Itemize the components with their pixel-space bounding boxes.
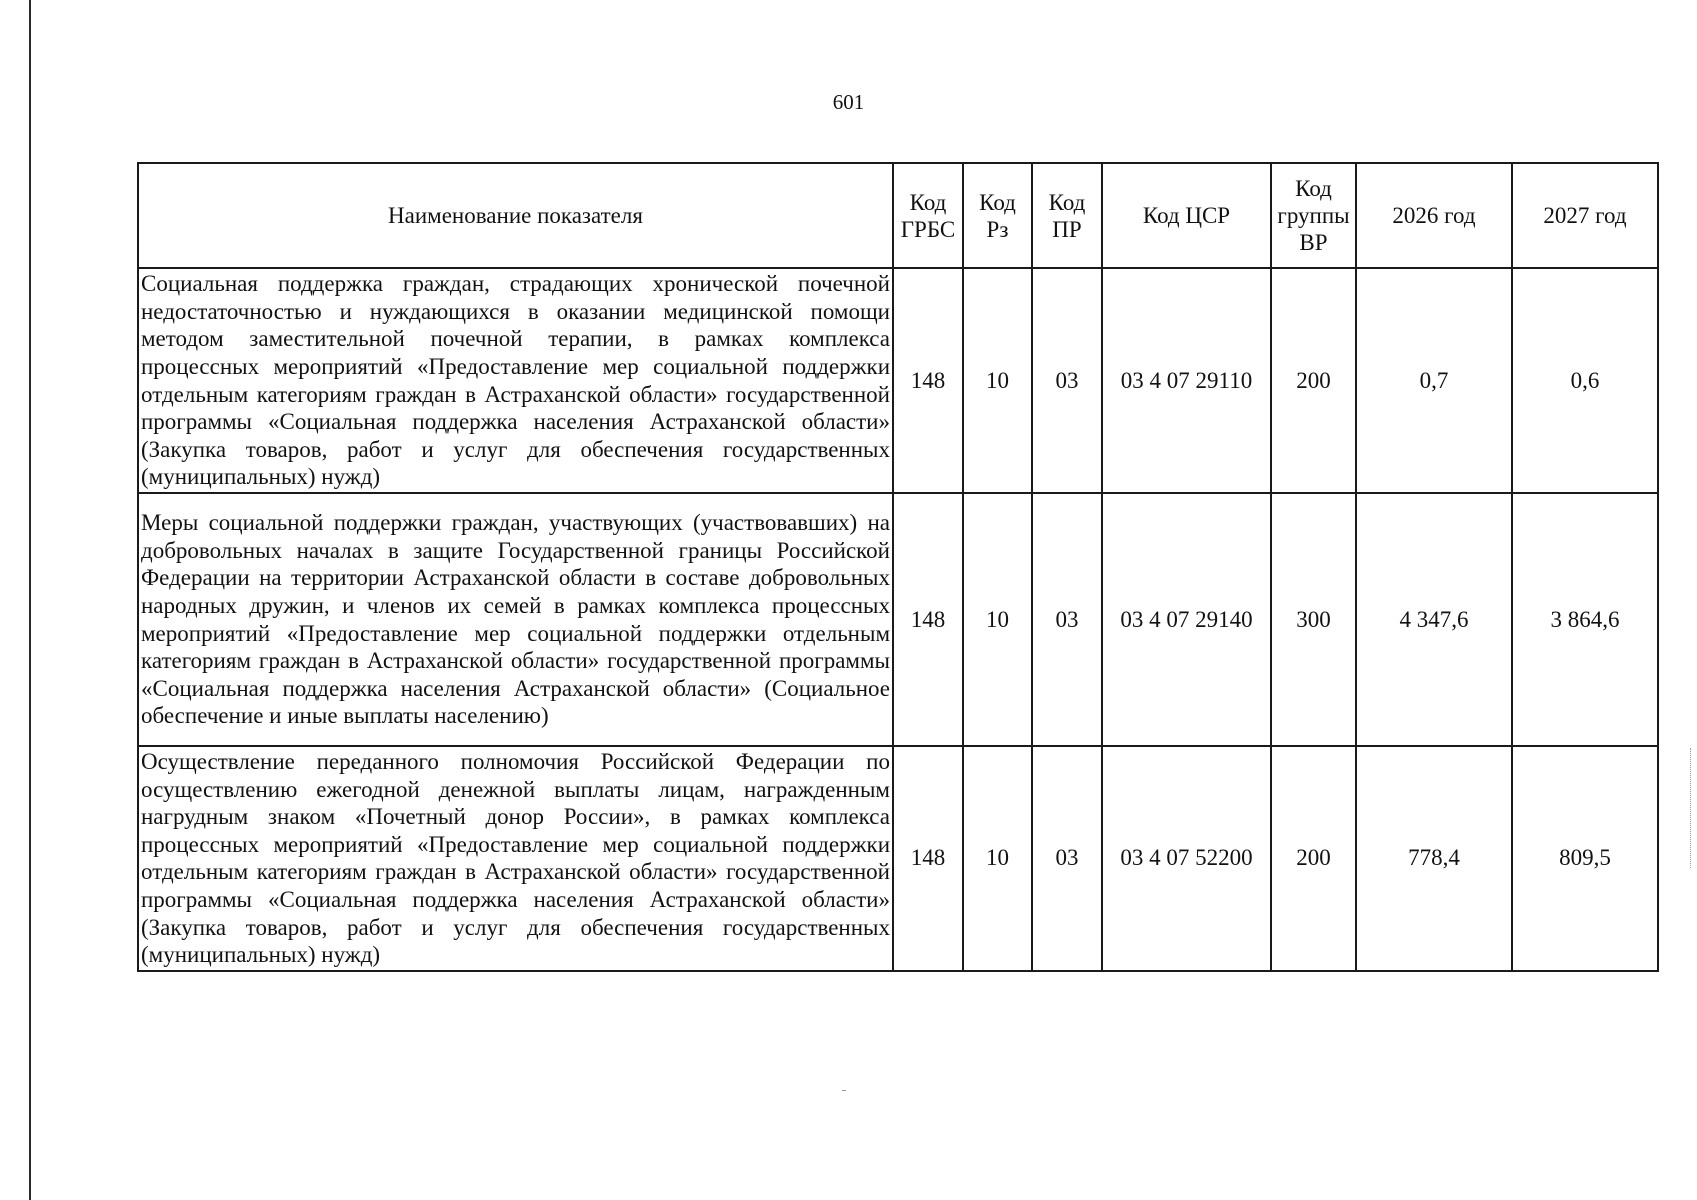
row-pr: 03 (1032, 493, 1102, 746)
header-rz: Код Рз (963, 163, 1032, 268)
row-rz: 10 (963, 493, 1032, 746)
row-grbs: 148 (893, 493, 963, 746)
row-2026: 778,4 (1356, 746, 1512, 971)
row-rz: 10 (963, 746, 1032, 971)
header-csr: Код ЦСР (1102, 163, 1271, 268)
row-2026: 0,7 (1356, 268, 1512, 493)
row-csr: 03 4 07 29110 (1102, 268, 1271, 493)
budget-table (137, 162, 1659, 972)
row-csr: 03 4 07 52200 (1102, 746, 1271, 971)
row-2027: 3 864,6 (1512, 493, 1658, 746)
table-row (138, 268, 1658, 493)
row-vr: 300 (1271, 493, 1356, 746)
row-name: Осуществление переданного полномочия Российской Федерации по осуществлению ежегодной денежной выплаты лицам, награжденным нагрудным знаком «Почетный донор России», в рамках комплекса процессных мероприятий «Предоставление мер социальной поддержки отдельным категориям граждан в Астраханской области» государственной программы «Социальная поддержка населения Астраханской области» (Закупка товаров, работ и услуг для обеспечения государственных (муниципальных) нужд) (138, 746, 893, 971)
header-name: Наименование показателя (138, 163, 893, 268)
header-2026: 2026 год (1356, 163, 1512, 268)
row-2027: 809,5 (1512, 746, 1658, 971)
row-vr: 200 (1271, 746, 1356, 971)
page-number: 601 (832, 90, 865, 114)
row-grbs: 148 (893, 268, 963, 493)
header-pr: Код ПР (1032, 163, 1102, 268)
table-header-row (138, 163, 1658, 268)
header-vr: Код группы ВР (1271, 163, 1356, 268)
row-csr: 03 4 07 29140 (1102, 493, 1271, 746)
row-grbs: 148 (893, 746, 963, 971)
scan-artifact-dot (842, 1090, 846, 1091)
table-row (138, 493, 1658, 746)
row-pr: 03 (1032, 268, 1102, 493)
row-vr: 200 (1271, 268, 1356, 493)
header-grbs: Код ГРБС (893, 163, 963, 268)
row-name: Меры социальной поддержки граждан, участвующих (участвовавших) на добровольных началах в защите Государственной границы Российской Федерации на территории Астраханской области в составе добровольных народных дружин, и членов их семей в рамках комплекса процессных мероприятий «Предоставление мер социальной поддержки отдельным категориям граждан в Астраханской области» государственной программы «Социальная поддержка населения Астраханской области» (Социальное обеспечение и иные выплаты населению) (138, 493, 893, 746)
row-2027: 0,6 (1512, 268, 1658, 493)
row-2026: 4 347,6 (1356, 493, 1512, 746)
header-2027: 2027 год (1512, 163, 1658, 268)
row-rz: 10 (963, 268, 1032, 493)
row-name: Социальная поддержка граждан, страдающих хронической почечной недостаточностью и нуждающихся в оказании медицинской помощи методом заместительной почечной терапии, в рамках комплекса процессных мероприятий «Предоставление мер социальной поддержки отдельным категориям граждан в Астраханской области» государственной программы «Социальная поддержка населения Астраханской области» (Закупка товаров, работ и услуг для обеспечения государственных (муниципальных) нужд) (138, 268, 893, 493)
page-binding-line (29, 0, 31, 1200)
scan-artifact-ticks (1690, 748, 1692, 868)
table-row (138, 746, 1658, 971)
row-pr: 03 (1032, 746, 1102, 971)
